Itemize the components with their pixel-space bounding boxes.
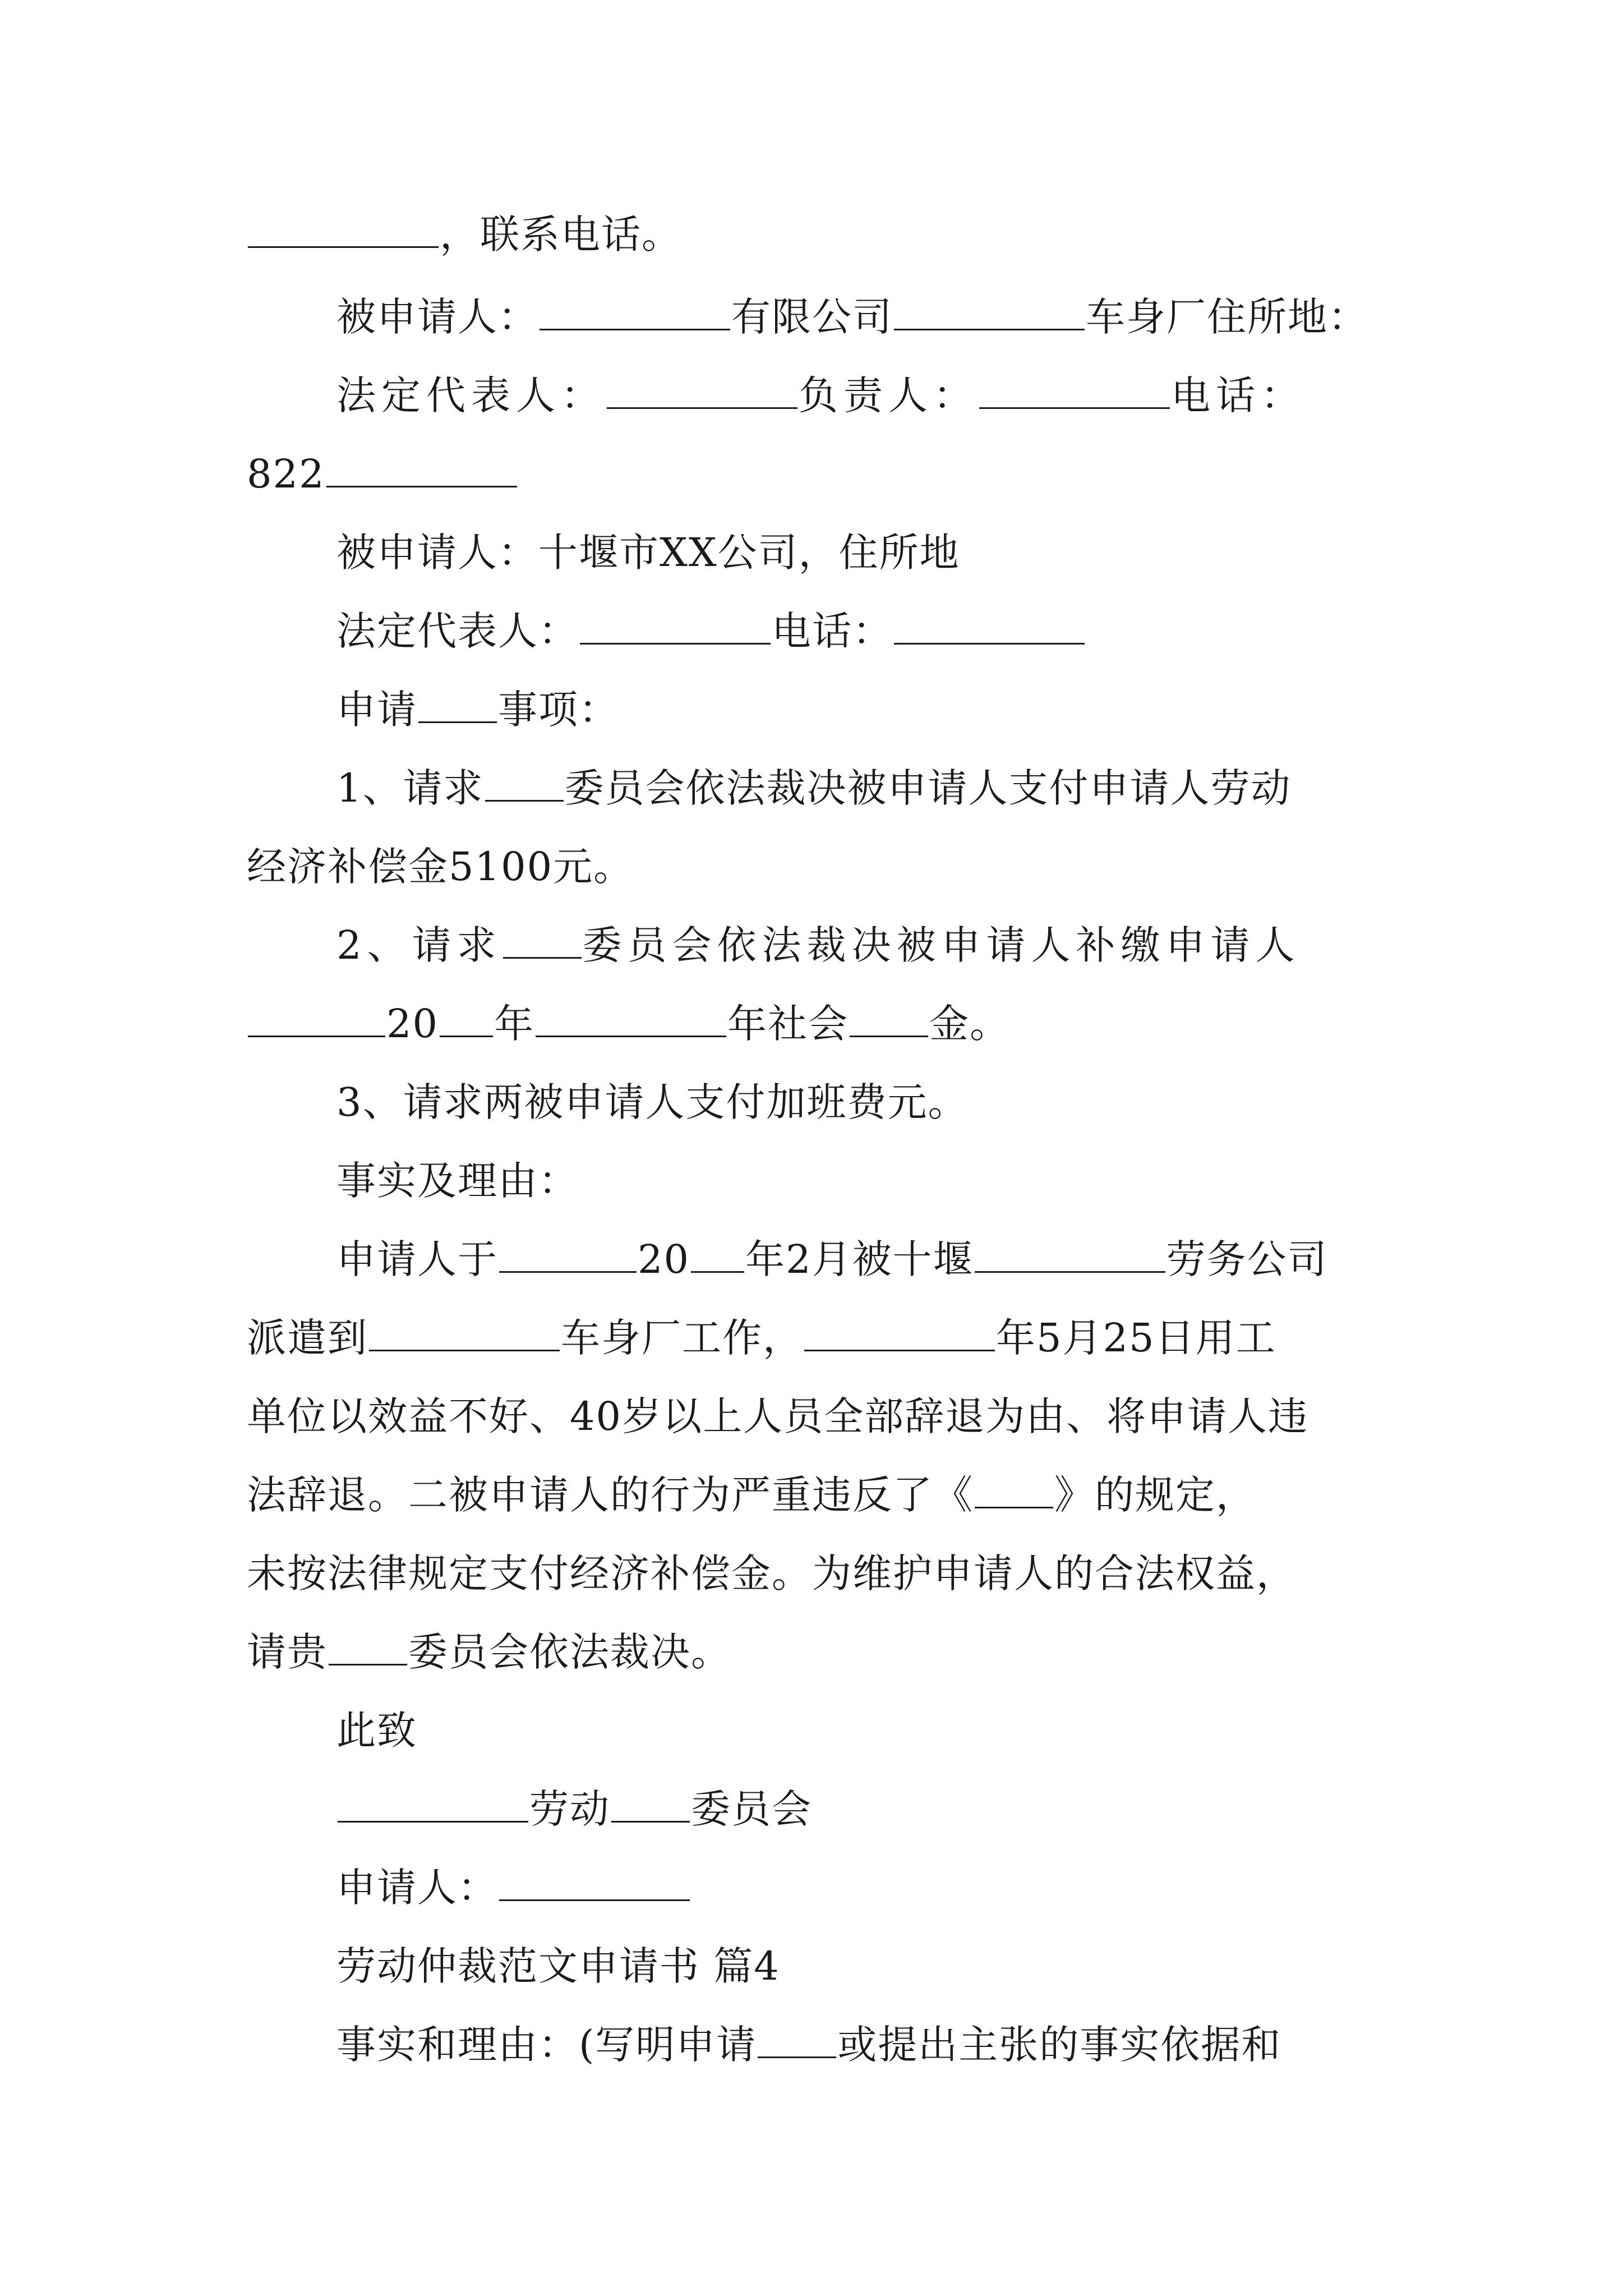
request-2-line-2: 20 年 年社会 金。 bbox=[247, 993, 1396, 1055]
facts-heading: 事实及理由： bbox=[336, 1158, 579, 1204]
blank bbox=[894, 604, 1085, 645]
section-title: 劳动仲裁范文申请书 篇4 bbox=[336, 1943, 780, 1989]
blank bbox=[338, 1782, 528, 1823]
request-1-line-1: 1、请求 委员会依法裁决被申请人支付申请人劳动 bbox=[336, 757, 1396, 819]
blank bbox=[369, 1310, 560, 1351]
blank bbox=[440, 996, 493, 1037]
blank bbox=[499, 1232, 637, 1273]
facts-line-1: 申请人于 20 年2月被十堰 劳务公司 bbox=[336, 1228, 1396, 1290]
addressee-line: 劳动 委员会 bbox=[336, 1778, 1396, 1840]
blank bbox=[975, 1467, 1053, 1508]
salutation: 此致 bbox=[336, 1708, 417, 1754]
facts-line-3: 单位以效益不好、40岁以上人员全部辞退为由、将申请人违 bbox=[247, 1393, 1309, 1439]
legal-rep-2-line: 法定代表人： 电话： bbox=[336, 600, 1396, 662]
blank bbox=[540, 289, 730, 330]
request-items-heading: 申请 事项： bbox=[336, 679, 1396, 740]
blank bbox=[418, 682, 497, 723]
blank bbox=[499, 1860, 690, 1901]
applicant-signature-line: 申请人： bbox=[336, 1857, 1396, 1918]
phone-continuation-line: 822 bbox=[247, 443, 1396, 505]
facts-line-2: 派遣到 车身厂工作， 年5月25日用工 bbox=[247, 1307, 1396, 1369]
blank bbox=[804, 1310, 995, 1351]
facts-line-6: 请贵 委员会依法裁决。 bbox=[247, 1621, 1396, 1683]
respondent-1-line: 被申请人： 有限公司 车身厂住所地： bbox=[336, 286, 1396, 348]
blank bbox=[248, 996, 385, 1037]
blank bbox=[329, 1625, 407, 1665]
request-1-line-2: 经济补偿金5100元。 bbox=[247, 844, 634, 890]
blank bbox=[485, 761, 564, 802]
blank bbox=[611, 1782, 690, 1823]
blank bbox=[580, 604, 771, 645]
facts-reasons-line: 事实和理由：(写明申请 或提出主张的事实依据和 bbox=[336, 2014, 1396, 2076]
request-2-line-1: 2、请求 委员会依法裁决被申请人补缴申请人 bbox=[336, 914, 1396, 976]
facts-line-4: 法辞退。二被申请人的行为严重违反了《 》的规定， bbox=[247, 1464, 1396, 1526]
blank bbox=[536, 996, 726, 1037]
blank bbox=[975, 1232, 1165, 1273]
facts-line-5: 未按法律规定支付经济补偿金。为维护申请人的合法权益， bbox=[247, 1550, 1297, 1596]
blank bbox=[758, 2017, 836, 2058]
blank bbox=[691, 1232, 744, 1273]
blank bbox=[894, 289, 1085, 330]
respondent-2-line: 被申请人：十堰市XX公司，住所地 bbox=[336, 530, 960, 576]
blank bbox=[607, 368, 797, 409]
blank bbox=[979, 368, 1170, 409]
legal-rep-1-line: 法定代表人： 负责人： 电话： bbox=[336, 365, 1396, 426]
blank bbox=[850, 996, 928, 1037]
blank bbox=[248, 207, 439, 248]
blank bbox=[503, 918, 582, 959]
contact-line: ，联系电话。 bbox=[247, 204, 1396, 265]
request-3-line: 3、请求两被申请人支付加班费元。 bbox=[336, 1079, 969, 1125]
blank bbox=[326, 447, 517, 487]
